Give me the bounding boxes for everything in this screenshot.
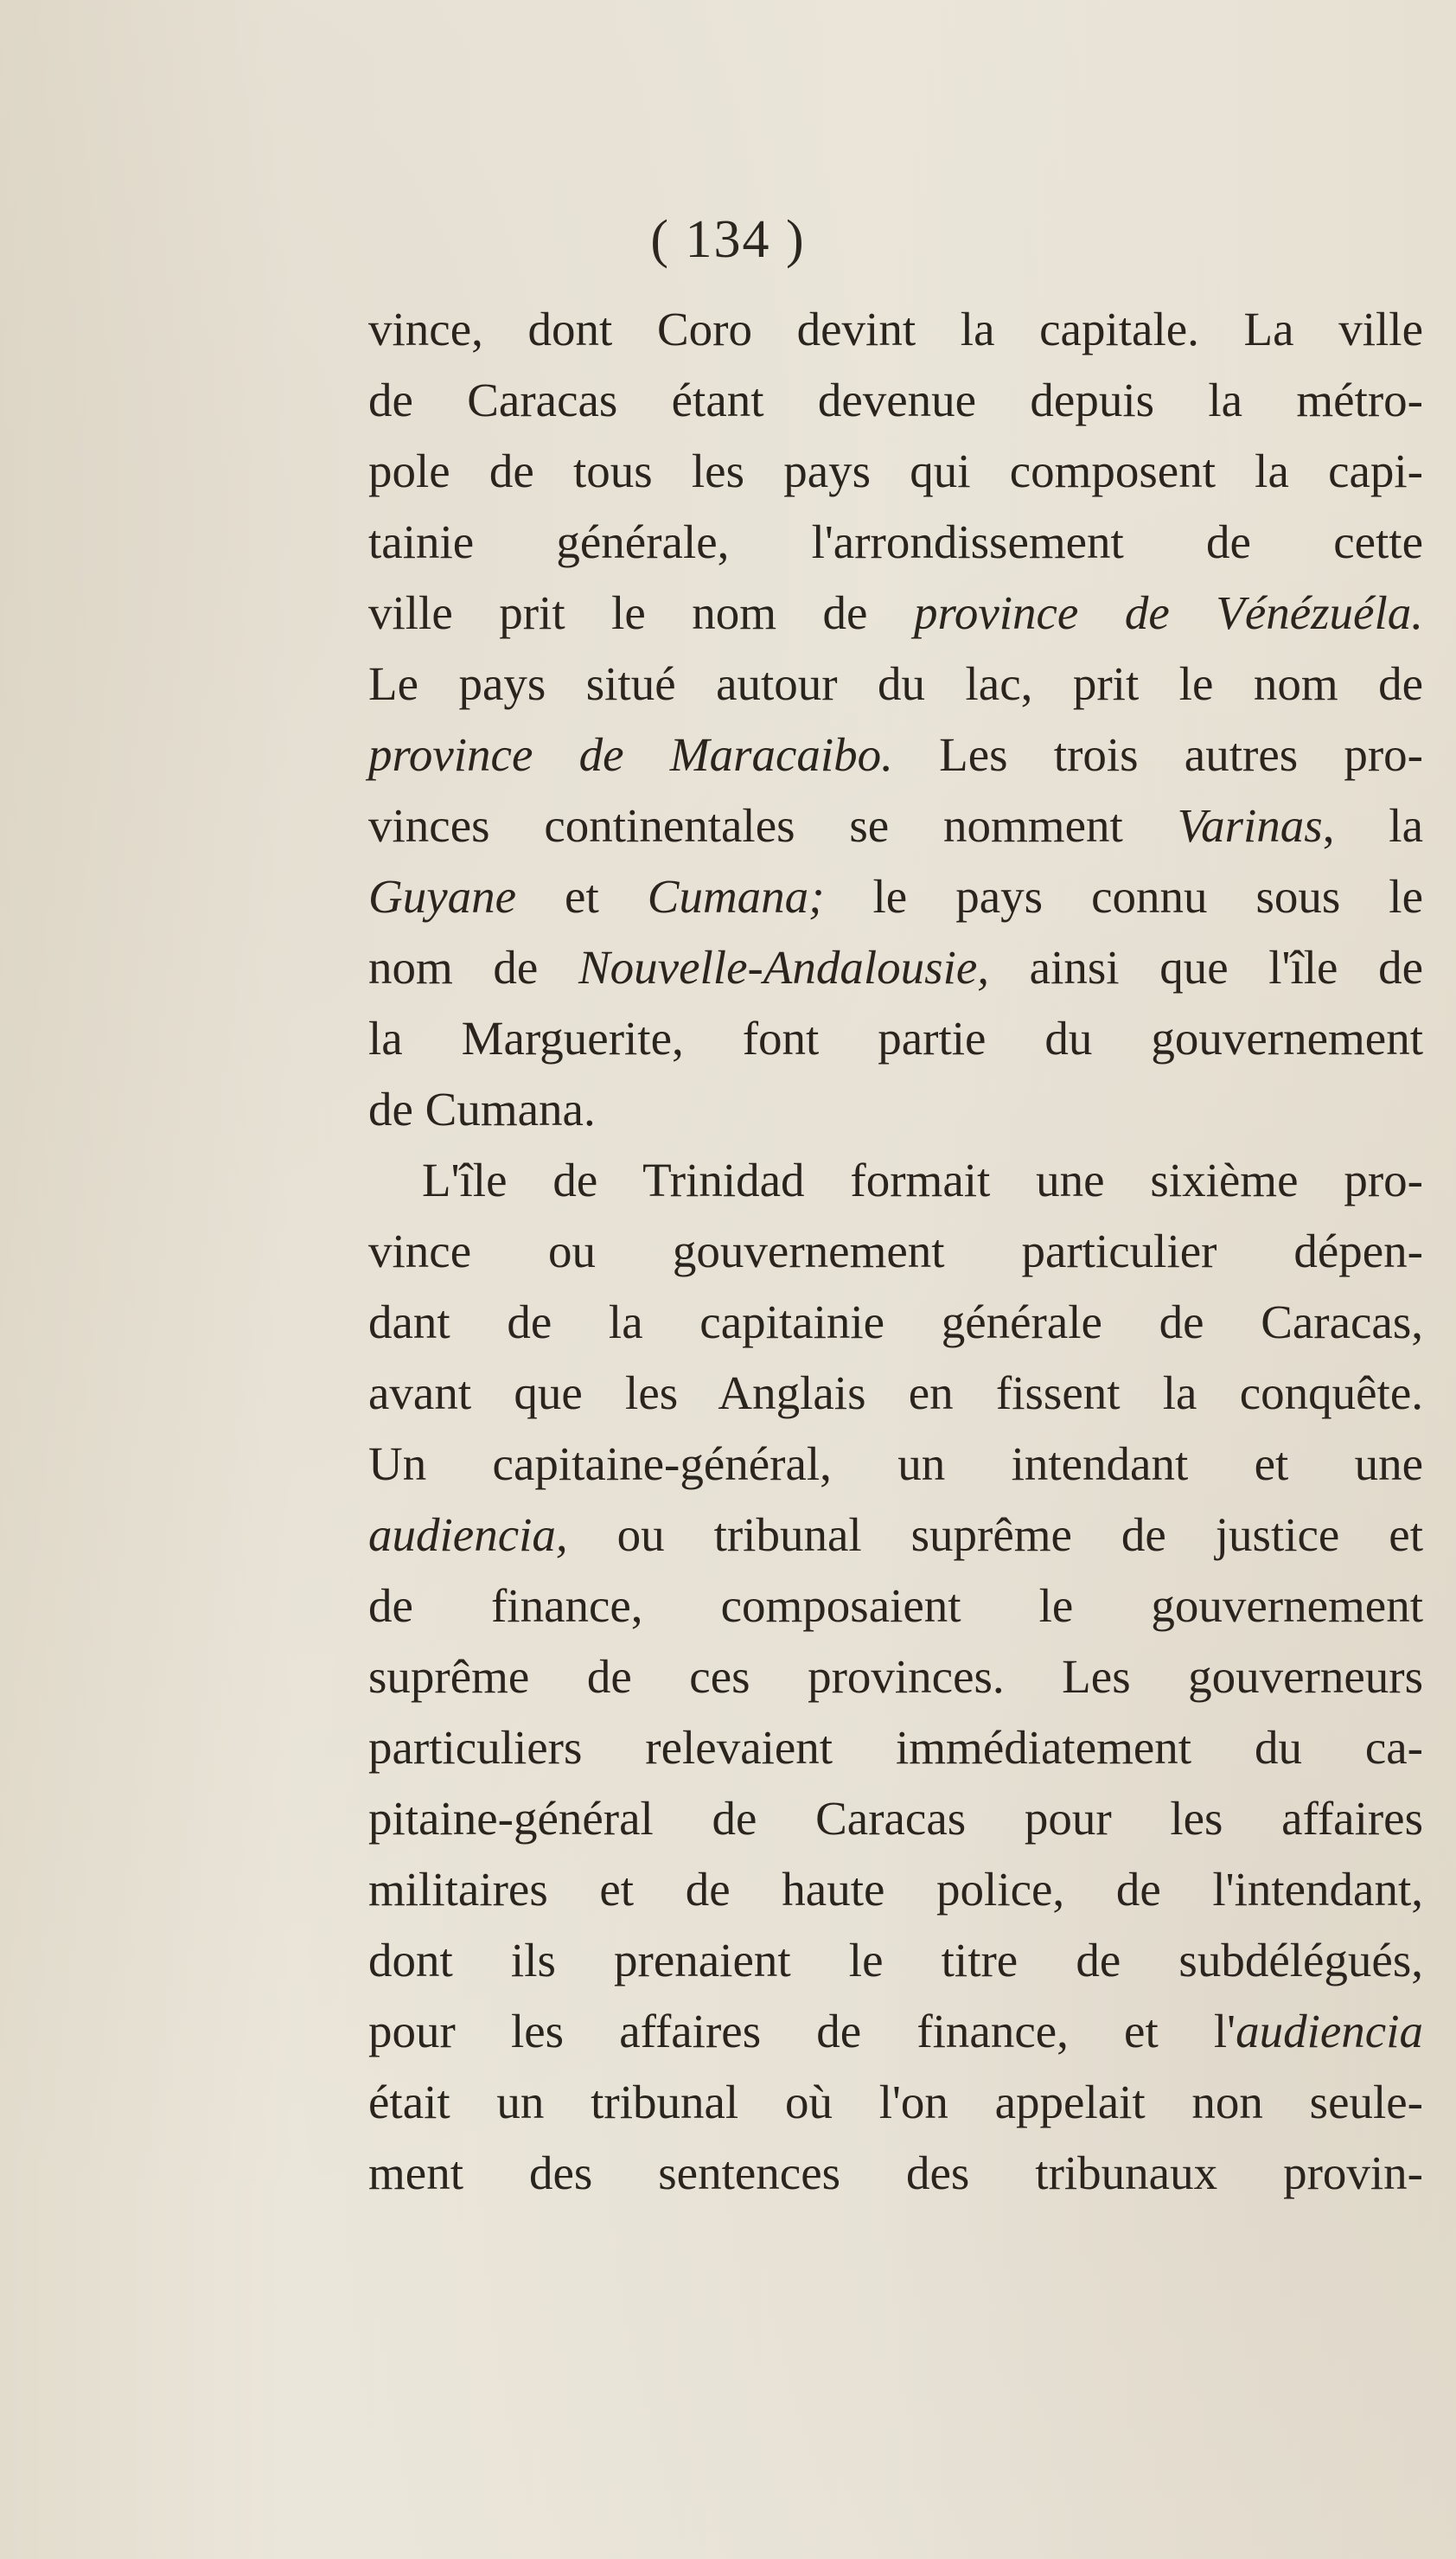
italic-text: Nouvelle-Andalousie, bbox=[578, 941, 990, 994]
text-line bbox=[368, 932, 1423, 1003]
italic-text: province de Vénézuéla. bbox=[913, 586, 1424, 639]
text-line bbox=[368, 1500, 1423, 1571]
text-segment: ment des sentences des tribunaux provin- bbox=[368, 2146, 1423, 2199]
text-segment: militaires et de haute police, de l'intendant, bbox=[368, 1863, 1423, 1916]
italic-text: Varinas bbox=[1177, 799, 1323, 852]
text-line bbox=[368, 649, 1423, 720]
text-line bbox=[368, 1358, 1423, 1429]
text-segment: avant que les Anglais en fissent la conquête. bbox=[368, 1366, 1423, 1419]
text-segment: L'île de Trinidad formait une sixième pro- bbox=[422, 1154, 1423, 1206]
italic-text: audiencia, bbox=[368, 1508, 568, 1561]
text-line bbox=[368, 1074, 1423, 1145]
italic-text: audiencia bbox=[1236, 2005, 1423, 2057]
italic-text: province de Maracaibo. bbox=[368, 728, 893, 781]
text-segment: ville prit le nom de bbox=[368, 586, 914, 639]
text-segment: dant de la capitainie générale de Caracas, bbox=[368, 1295, 1423, 1348]
text-line bbox=[368, 2138, 1423, 2209]
text-line bbox=[368, 720, 1423, 790]
text-line bbox=[368, 1925, 1423, 1996]
text-segment: suprême de ces provinces. Les gouverneurs bbox=[368, 1650, 1423, 1703]
text-segment: dont ils prenaient le titre de subdélégués, bbox=[368, 1934, 1423, 1986]
text-segment: vince ou gouvernement particulier dépen- bbox=[368, 1225, 1423, 1277]
text-segment: de Caracas étant devenue depuis la métro- bbox=[368, 374, 1423, 426]
text-line bbox=[368, 1216, 1423, 1287]
page-number: ( 134 ) bbox=[650, 210, 806, 269]
text-segment: de Cumana. bbox=[368, 1083, 596, 1136]
text-line bbox=[368, 578, 1423, 649]
text-segment: ou tribunal suprême de justice et bbox=[567, 1508, 1423, 1561]
text-line bbox=[368, 1145, 1423, 1216]
text-segment: tainie générale, l'arrondissement de cette bbox=[368, 515, 1423, 568]
text-line bbox=[368, 436, 1423, 507]
text-line bbox=[368, 1996, 1423, 2067]
text-line bbox=[368, 507, 1423, 578]
text-segment: pour les affaires de finance, et l' bbox=[368, 2005, 1236, 2057]
text-line bbox=[368, 790, 1423, 861]
text-segment: particuliers relevaient immédiatement du ca- bbox=[368, 1721, 1423, 1774]
text-segment: vince, dont Coro devint la capitale. La ville bbox=[368, 303, 1423, 355]
text-line bbox=[368, 1429, 1423, 1500]
text-segment: Un capitaine-général, un intendant et une bbox=[368, 1437, 1423, 1490]
text-line bbox=[368, 1712, 1423, 1783]
text-line bbox=[368, 294, 1423, 365]
text-segment: et bbox=[516, 870, 648, 923]
text-line bbox=[368, 1571, 1423, 1641]
text-line bbox=[368, 1783, 1423, 1854]
text-segment: était un tribunal où l'on appelait non seule- bbox=[368, 2076, 1423, 2128]
body-text bbox=[368, 294, 1423, 2209]
text-line bbox=[368, 365, 1423, 436]
text-segment: le pays connu sous le bbox=[824, 870, 1424, 923]
text-segment: nom de bbox=[368, 941, 578, 994]
text-line bbox=[368, 1641, 1423, 1712]
text-segment: ainsi que l'île de bbox=[989, 941, 1423, 994]
text-segment: Les trois autres pro- bbox=[892, 728, 1423, 781]
italic-text: Guyane bbox=[368, 870, 517, 923]
text-segment: pitaine-général de Caracas pour les affaires bbox=[368, 1792, 1423, 1845]
text-segment: la Marguerite, font partie du gouvernement bbox=[368, 1012, 1423, 1065]
text-line bbox=[368, 1287, 1423, 1358]
text-segment: vinces continentales se nomment bbox=[368, 799, 1178, 852]
italic-text: Cumana; bbox=[647, 870, 825, 923]
text-line bbox=[368, 2067, 1423, 2138]
text-line bbox=[368, 1003, 1423, 1074]
text-line bbox=[368, 1854, 1423, 1925]
text-segment: Le pays situé autour du lac, prit le nom de bbox=[368, 657, 1423, 710]
text-line bbox=[368, 861, 1423, 932]
text-segment: , la bbox=[1322, 799, 1423, 852]
text-segment: pole de tous les pays qui composent la capi- bbox=[368, 445, 1423, 497]
text-segment: de finance, composaient le gouvernement bbox=[368, 1579, 1423, 1632]
